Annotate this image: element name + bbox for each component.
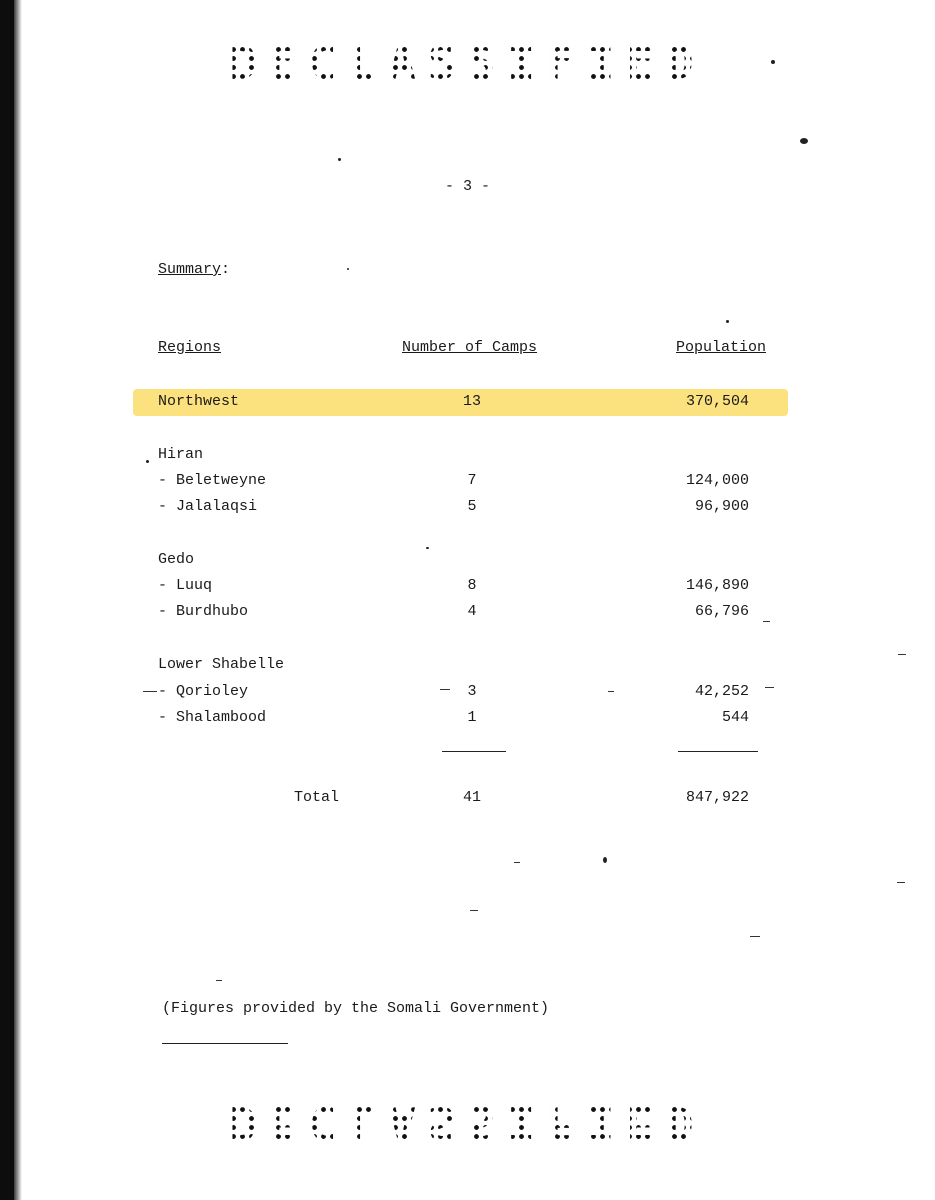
declassified-stamp-bottom: DECLASSIFIED: [229, 1096, 706, 1150]
population-value: 66,796: [694, 603, 749, 620]
footnote-rule: [162, 1043, 288, 1044]
scan-speck: [726, 320, 729, 323]
camp-count: 3: [467, 683, 477, 700]
scan-mark: [470, 910, 478, 911]
district-name: - Burdhubo: [158, 603, 249, 620]
scan-mark: [440, 689, 450, 690]
population-value: 370,504: [685, 393, 749, 410]
header-camps: Number of Camps: [402, 339, 538, 356]
table-row-hiran: [0, 446, 935, 472]
table-row-lower-shabelle: [0, 656, 935, 682]
summary-colon: :: [221, 261, 231, 278]
camp-count: 13: [462, 393, 481, 410]
population-value: 146,890: [685, 577, 749, 594]
scan-mark: [143, 691, 157, 692]
camp-count: 7: [467, 472, 477, 489]
district-name: - Shalambood: [158, 709, 267, 726]
population-value: 42,252: [694, 683, 749, 700]
total-label: Total: [294, 789, 340, 806]
region-name: Lower Shabelle: [158, 656, 285, 673]
population-sum-rule: [678, 751, 758, 752]
population-value: 96,900: [694, 498, 749, 515]
source-footnote: (Figures provided by the Somali Government): [162, 1000, 550, 1017]
region-name: Gedo: [158, 551, 195, 568]
scan-mark: [763, 621, 770, 622]
scan-mark: [765, 687, 774, 688]
header-population: Population: [676, 339, 767, 356]
camp-count: 4: [467, 603, 477, 620]
scan-speck: [146, 460, 149, 463]
header-regions: Regions: [158, 339, 222, 356]
district-name: - Qorioley: [158, 683, 249, 700]
scan-speck: [771, 60, 775, 64]
scan-mark: [216, 980, 222, 981]
scan-speck: [426, 547, 429, 549]
summary-label: Summary: [158, 261, 222, 278]
population-value: 124,000: [685, 472, 749, 489]
page-number: - 3 -: [444, 178, 490, 195]
region-name: Hiran: [158, 446, 204, 463]
scan-mark: [750, 936, 760, 937]
camps-sum-rule: [442, 751, 506, 752]
scan-speck: [338, 158, 341, 161]
table-row-jalalaqsi: [0, 498, 935, 524]
region-name: Northwest: [158, 393, 240, 410]
table-row-gedo: [0, 551, 935, 577]
district-name: - Jalalaqsi: [158, 498, 258, 515]
population-value: 544: [721, 709, 749, 726]
scan-mark: [898, 654, 906, 655]
table-row-burdhubo: [0, 603, 935, 629]
district-name: - Luuq: [158, 577, 213, 594]
scan-mark: [514, 862, 520, 863]
total-camps: 41: [462, 789, 481, 806]
table-row-northwest: [0, 393, 935, 419]
declassified-stamp-top: DECLASSIFIED: [229, 36, 706, 90]
scan-speck: [603, 857, 607, 863]
table-row-luuq: [0, 577, 935, 603]
scan-mark: [608, 691, 614, 692]
table-row-qorioley: [0, 683, 935, 709]
table-row-shalambood: [0, 709, 935, 735]
camp-count: 8: [467, 577, 477, 594]
total-population: 847,922: [685, 789, 749, 806]
district-name: - Beletweyne: [158, 472, 267, 489]
scan-mark: [897, 882, 905, 883]
camp-count: 5: [467, 498, 477, 515]
camp-count: 1: [467, 709, 477, 726]
scan-speck: [800, 138, 808, 144]
scan-speck: [347, 268, 349, 270]
summary-heading: [158, 261, 230, 278]
table-row-total: [0, 789, 935, 815]
table-row-beletweyne: [0, 472, 935, 498]
